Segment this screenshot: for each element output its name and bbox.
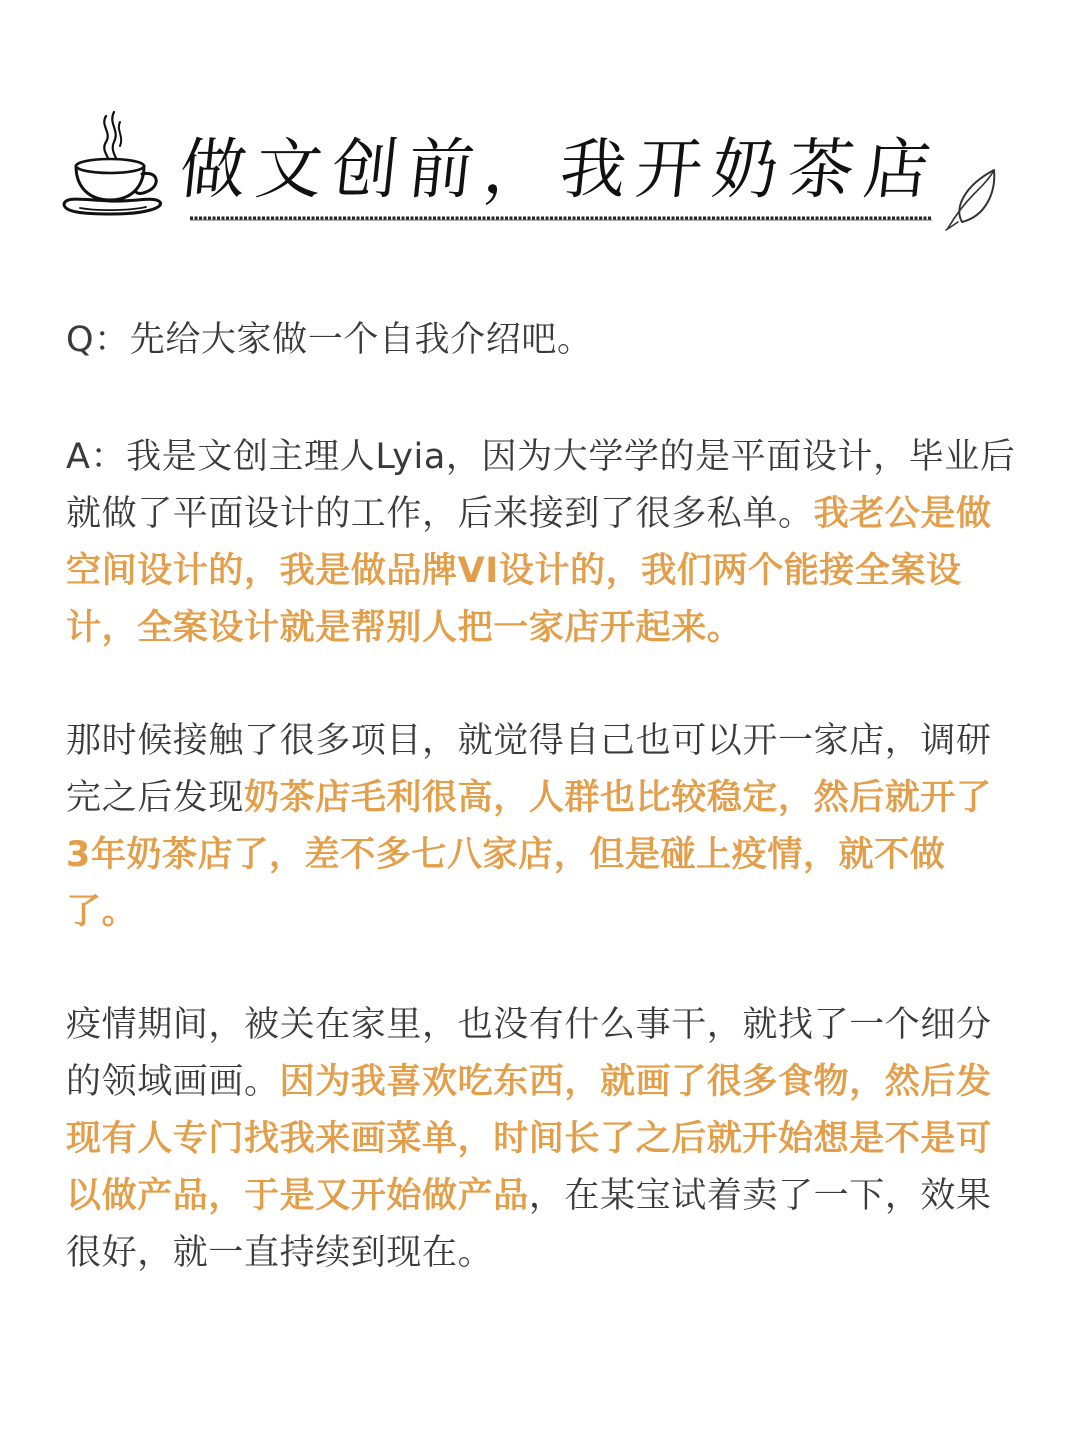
highlighted-text: 奶茶店毛利很高，人群也比较稳定，然后就开了3年奶茶店了，差不多七八家店，但是碰上疫情，就不做了。: [66, 778, 992, 932]
leaf-icon: [944, 166, 1000, 232]
answer-text: 疫情期间，被关在家里，也没有什么事干，就找了一个细分的领域画画。: [66, 1005, 992, 1102]
answer-paragraph-1: [66, 429, 1016, 657]
question-text: Q：先给大家做一个自我介绍吧。: [66, 320, 593, 360]
answer-paragraph-2: [66, 713, 1016, 941]
answer-text: 那时候接触了很多项目，就觉得自己也可以开一家店，调研完之后发现: [66, 721, 992, 818]
coffee-cup-icon: [62, 108, 166, 220]
article-body: [66, 312, 1016, 1338]
answer-text: ，在某宝试着卖了一下，效果很好，就一直持续到现在。: [66, 1176, 992, 1273]
highlighted-text: 因为我喜欢吃东西，就画了很多食物，然后发现有人专门找我来画菜单，时间长了之后就开始想是不是可以做产品，于是又开始做产品: [66, 1062, 992, 1216]
answer-text: A：我是文创主理人Lyia，因为大学学的是平面设计，毕业后就做了平面设计的工作，后来接到了很多私单。: [66, 437, 1016, 534]
page-title: 做文创前，我开奶茶店: [176, 131, 945, 208]
title-underline: [190, 214, 932, 222]
question-paragraph: [66, 312, 1016, 369]
highlighted-text: 我老公是做空间设计的，我是做品牌VI设计的，我们两个能接全案设计，全案设计就是帮别人把一家店开起来。: [66, 494, 992, 648]
header: [0, 0, 1080, 250]
answer-paragraph-3: [66, 997, 1016, 1282]
